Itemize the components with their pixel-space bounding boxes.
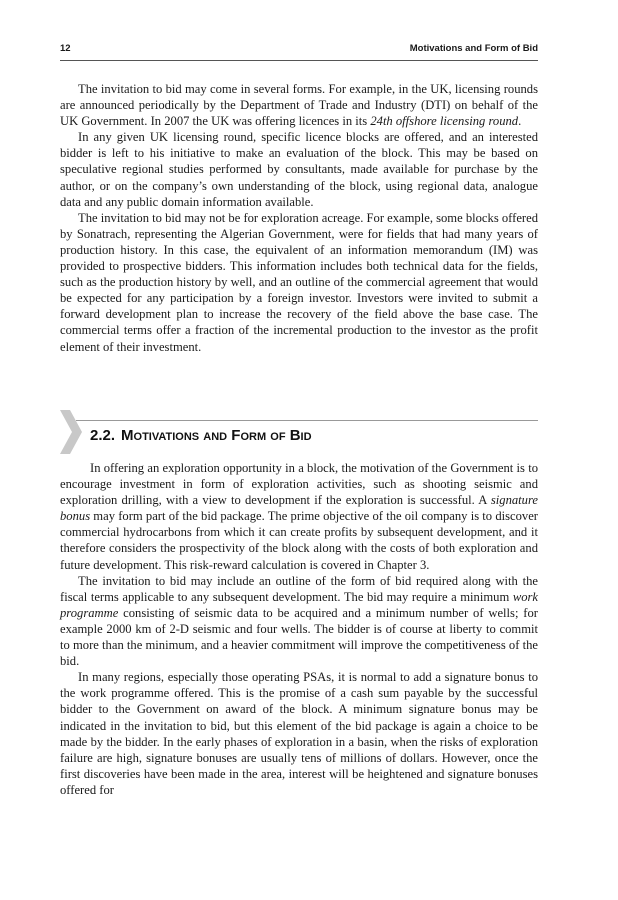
body-text xyxy=(60,460,538,798)
paragraph: The invitation to bid may come in several forms. For example, in the UK, licensing rounds are announced periodically by the Department of Trade and Industry (DTI) on behalf of the UK Government. In 2007 the UK was offering licences in its 24th offshore licensing round. xyxy=(60,82,538,129)
section-chevron-icon xyxy=(60,410,82,454)
section-heading xyxy=(90,427,312,444)
running-title: Motivations and Form of Bid xyxy=(409,43,538,54)
paragraph: The invitation to bid may not be for exploration acreage. For example, some blocks offered by Sonatrach, representing the Algerian Government, were for fields that had many years of production history. In this case, the equivalent of an information memorandum (IM) was provided to prospective bidders. This information includes both technical data for the fields, such as the production history by well, and an outline of the commercial agreement that would be expected for any participation by a foreign investor. Investors were invited to submit a forward development plan to increase the recovery of the field above the base case. The commercial terms offer a fraction of the incremental production to the investor as the profit element of their investment. xyxy=(60,210,538,354)
emphasis: signature bonus xyxy=(60,493,538,524)
section-rule xyxy=(76,420,538,421)
intro-text xyxy=(60,81,538,355)
paragraph: The invitation to bid may include an outline of the form of bid required along with the fiscal terms applicable to any subsequent development. The bid may require a minimum work programme consisting of seismic data to be acquired and a minimum number of wells; for example 2000 km of 2-D seismic and four wells. The bidder is of course at liberty to commit to more than the minimum, and a heavier commitment will improve the competitiveness of the bid. xyxy=(60,573,538,669)
section-number: 2.2. xyxy=(90,427,116,444)
paragraph: In offering an exploration opportunity in a block, the motivation of the Government is to encourage investment in form of exploration activities, such as shooting seismic and exploration drilling, with a view to development if the exploration is successful. A signature bonus may form part of the bid package. The prime objective of the oil company is to discover commercial hydrocarbons from which it can create profits by subsequent development, and it therefore considers the prospectivity of the block along with the costs of both exploration and future development. This risk-reward calculation is covered in Chapter 3. xyxy=(60,461,538,572)
paragraph: In many regions, especially those operating PSAs, it is normal to add a signature bonus to the work programme offered. This is the promise of a cash sum payable by the successful bidder to the Government on award of the block. A minimum signature bonus may be indicated in the invitation to bid, but this element of the bid package is again a choice to be made by the bidder. In the early phases of exploration in a basin, when the risks of exploration failure are high, signature bonuses are usually tens of millions of dollars. However, once the first discoveries have been made in the area, interest will be heightened and signature bonuses offered for xyxy=(60,670,538,797)
section-title: Motivations and Form of Bid xyxy=(121,427,312,444)
page-number: 12 xyxy=(60,43,71,54)
emphasis: work programme xyxy=(60,589,538,620)
header-rule xyxy=(60,60,538,61)
emphasis: 24th offshore licensing round xyxy=(370,114,519,129)
running-header xyxy=(60,40,538,58)
paragraph: In any given UK licensing round, specific licence blocks are offered, and an interested bidder is left to his initiative to make an evaluation of the block. This may be based on speculative regional studies performed by consultants, made available for purchase by the author, or on the company’s own understanding of the block, using regional data, analogue data and any public domain information available. xyxy=(60,130,538,209)
